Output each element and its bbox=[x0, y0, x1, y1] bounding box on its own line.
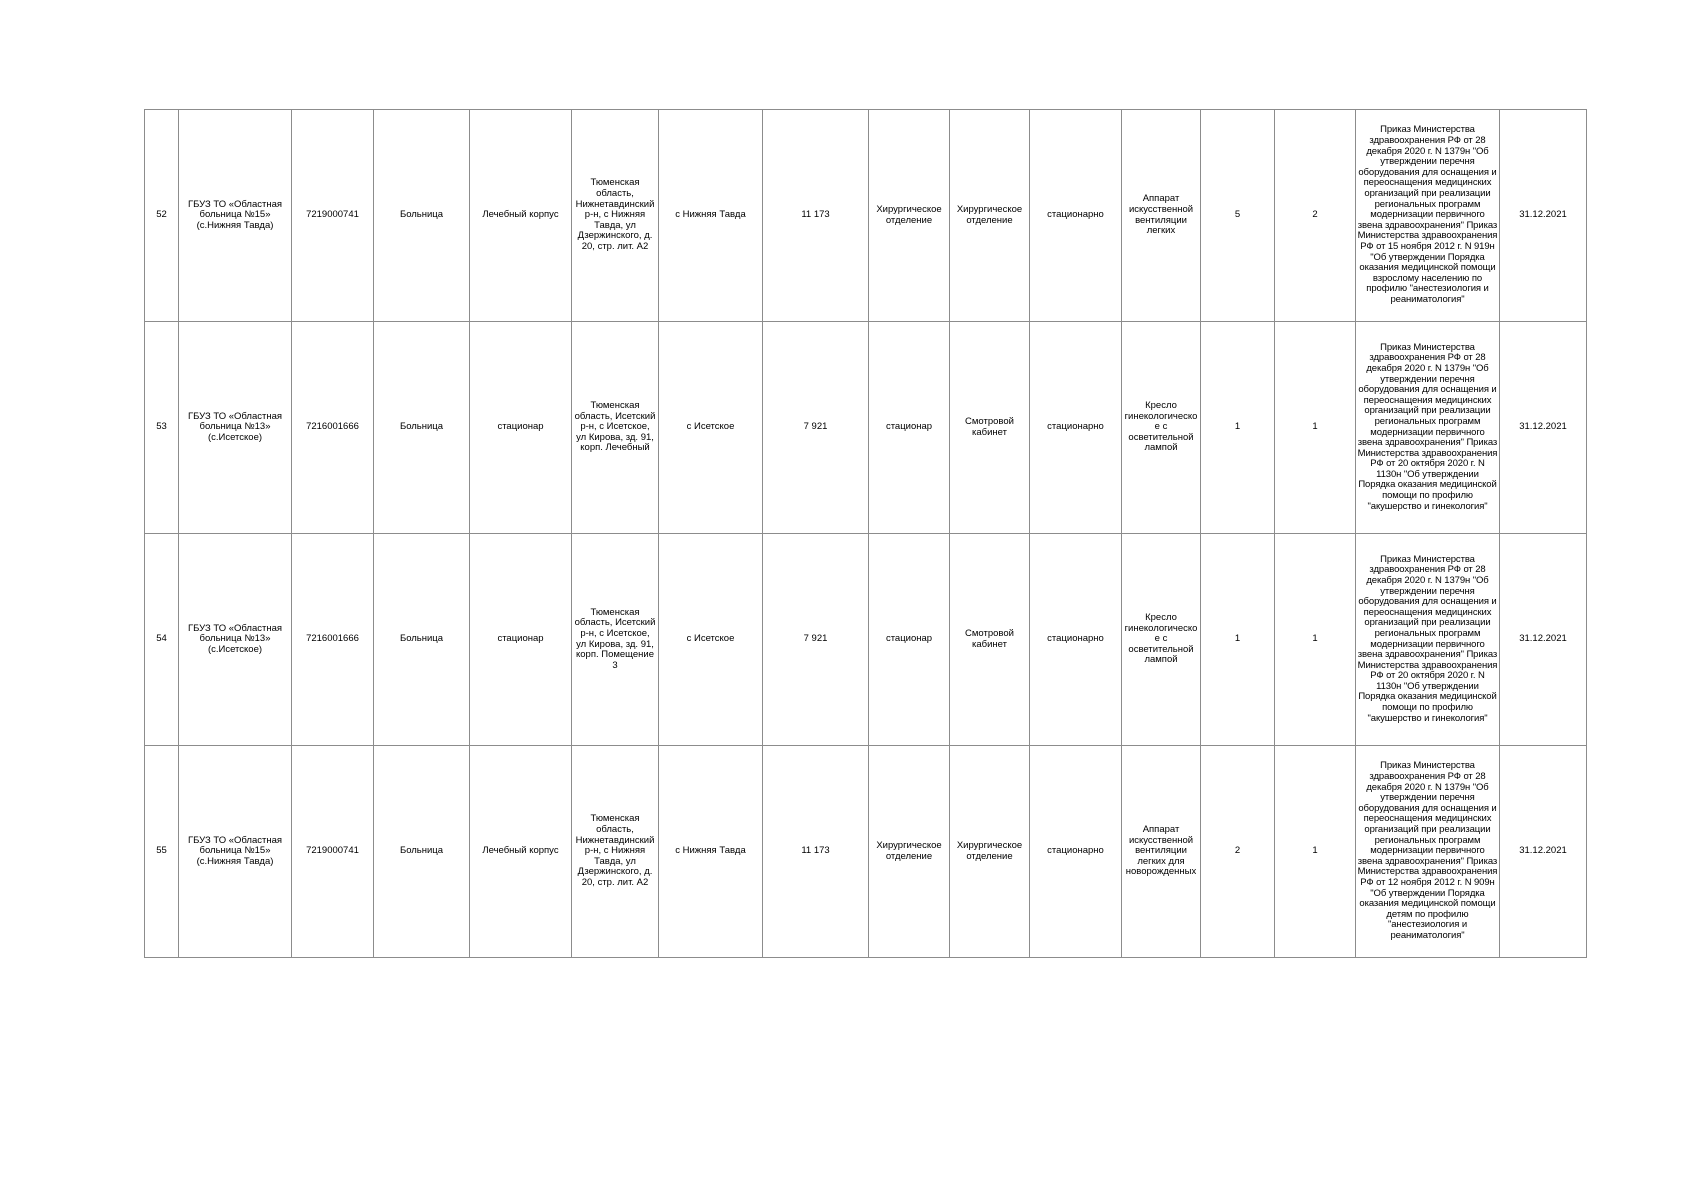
room-cell: Хирургическое отделение bbox=[950, 746, 1030, 958]
equipment-cell: Аппарат искусственной вентиляции легких для новорожденных bbox=[1122, 746, 1201, 958]
condition-cell: стационарно bbox=[1030, 534, 1122, 746]
organization-name: ГБУЗ ТО «Областная больница №15» (с.Нижняя Тавда) bbox=[179, 746, 292, 958]
row-number: 53 bbox=[145, 322, 179, 534]
inn-cell: 7219000741 bbox=[292, 110, 374, 322]
facility-type: Больница bbox=[374, 534, 470, 746]
building-cell: Лечебный корпус bbox=[470, 110, 572, 322]
unit-cell: стационар bbox=[869, 534, 950, 746]
row-number: 52 bbox=[145, 110, 179, 322]
address-cell: Тюменская область, Исетский р-н, с Исетское, ул Кирова, зд. 91, корп. Помещение 3 bbox=[572, 534, 659, 746]
inn-cell: 7216001666 bbox=[292, 322, 374, 534]
equipment-table bbox=[144, 109, 1587, 958]
address-cell: Тюменская область, Нижнетавдинский р-н, с Нижняя Тавда, ул Дзержинского, д. 20, стр. лит. А2 bbox=[572, 110, 659, 322]
quantity-required-cell: 1 bbox=[1201, 534, 1275, 746]
row-number: 54 bbox=[145, 534, 179, 746]
quantity-available-cell: 1 bbox=[1275, 746, 1356, 958]
legal-basis-cell: Приказ Министерства здравоохранения РФ от 28 декабря 2020 г. N 1379н "Об утверждении перечня оборудования для оснащения и переоснащения медицинских организаций при реализации региональных программ модернизации первичного звена здравоохранения" Приказ Министерства здравоохранения РФ от 15 ноября 2012 г. N 919н "Об утверждении Порядка оказания медицинской помощи взрослому населению по профилю "анестезиология и реаниматология" bbox=[1356, 110, 1500, 322]
facility-type: Больница bbox=[374, 746, 470, 958]
quantity-available-cell: 1 bbox=[1275, 534, 1356, 746]
quantity-required-cell: 5 bbox=[1201, 110, 1275, 322]
population-cell: 7 921 bbox=[763, 322, 869, 534]
facility-type: Больница bbox=[374, 322, 470, 534]
locality-cell: с Нижняя Тавда bbox=[659, 746, 763, 958]
locality-cell: с Исетское bbox=[659, 322, 763, 534]
inn-cell: 7219000741 bbox=[292, 746, 374, 958]
equipment-cell: Кресло гинекологическое с осветительной лампой bbox=[1122, 534, 1201, 746]
legal-basis-cell: Приказ Министерства здравоохранения РФ от 28 декабря 2020 г. N 1379н "Об утверждении перечня оборудования для оснащения и переоснащения медицинских организаций при реализации региональных программ модернизации первичного звена здравоохранения" Приказ Министерства здравоохранения РФ от 20 октября 2020 г. N 1130н "Об утверждении Порядка оказания медицинской помощи по профилю "акушерство и гинекология" bbox=[1356, 322, 1500, 534]
room-cell: Смотровой кабинет bbox=[950, 322, 1030, 534]
equipment-cell: Кресло гинекологическое с осветительной лампой bbox=[1122, 322, 1201, 534]
equipment-cell: Аппарат искусственной вентиляции легких bbox=[1122, 110, 1201, 322]
quantity-available-cell: 2 bbox=[1275, 110, 1356, 322]
table-row bbox=[145, 322, 1587, 534]
quantity-available-cell: 1 bbox=[1275, 322, 1356, 534]
facility-type: Больница bbox=[374, 110, 470, 322]
unit-cell: стационар bbox=[869, 322, 950, 534]
row-number: 55 bbox=[145, 746, 179, 958]
quantity-required-cell: 1 bbox=[1201, 322, 1275, 534]
table-row bbox=[145, 110, 1587, 322]
population-cell: 7 921 bbox=[763, 534, 869, 746]
organization-name: ГБУЗ ТО «Областная больница №15» (с.Нижняя Тавда) bbox=[179, 110, 292, 322]
legal-basis-cell: Приказ Министерства здравоохранения РФ от 28 декабря 2020 г. N 1379н "Об утверждении перечня оборудования для оснащения и переоснащения медицинских организаций при реализации региональных программ модернизации первичного звена здравоохранения" Приказ Министерства здравоохранения РФ от 12 ноября 2012 г. N 909н "Об утверждении Порядка оказания медицинской помощи детям по профилю "анестезиология и реаниматология" bbox=[1356, 746, 1500, 958]
table-row bbox=[145, 746, 1587, 958]
condition-cell: стационарно bbox=[1030, 746, 1122, 958]
unit-cell: Хирургическое отделение bbox=[869, 746, 950, 958]
date-cell: 31.12.2021 bbox=[1500, 110, 1587, 322]
table-row bbox=[145, 534, 1587, 746]
unit-cell: Хирургическое отделение bbox=[869, 110, 950, 322]
room-cell: Хирургическое отделение bbox=[950, 110, 1030, 322]
condition-cell: стационарно bbox=[1030, 322, 1122, 534]
quantity-required-cell: 2 bbox=[1201, 746, 1275, 958]
date-cell: 31.12.2021 bbox=[1500, 322, 1587, 534]
date-cell: 31.12.2021 bbox=[1500, 534, 1587, 746]
locality-cell: с Нижняя Тавда bbox=[659, 110, 763, 322]
condition-cell: стационарно bbox=[1030, 110, 1122, 322]
room-cell: Смотровой кабинет bbox=[950, 534, 1030, 746]
population-cell: 11 173 bbox=[763, 746, 869, 958]
building-cell: Лечебный корпус bbox=[470, 746, 572, 958]
inn-cell: 7216001666 bbox=[292, 534, 374, 746]
date-cell: 31.12.2021 bbox=[1500, 746, 1587, 958]
population-cell: 11 173 bbox=[763, 110, 869, 322]
address-cell: Тюменская область, Исетский р-н, с Исетское, ул Кирова, зд. 91, корп. Лечебный bbox=[572, 322, 659, 534]
organization-name: ГБУЗ ТО «Областная больница №13» (с.Исетское) bbox=[179, 322, 292, 534]
locality-cell: с Исетское bbox=[659, 534, 763, 746]
legal-basis-cell: Приказ Министерства здравоохранения РФ от 28 декабря 2020 г. N 1379н "Об утверждении перечня оборудования для оснащения и переоснащения медицинских организаций при реализации региональных программ модернизации первичного звена здравоохранения" Приказ Министерства здравоохранения РФ от 20 октября 2020 г. N 1130н "Об утверждении Порядка оказания медицинской помощи по профилю "акушерство и гинекология" bbox=[1356, 534, 1500, 746]
building-cell: стационар bbox=[470, 322, 572, 534]
building-cell: стационар bbox=[470, 534, 572, 746]
address-cell: Тюменская область, Нижнетавдинский р-н, с Нижняя Тавда, ул Дзержинского, д. 20, стр. лит. А2 bbox=[572, 746, 659, 958]
organization-name: ГБУЗ ТО «Областная больница №13» (с.Исетское) bbox=[179, 534, 292, 746]
